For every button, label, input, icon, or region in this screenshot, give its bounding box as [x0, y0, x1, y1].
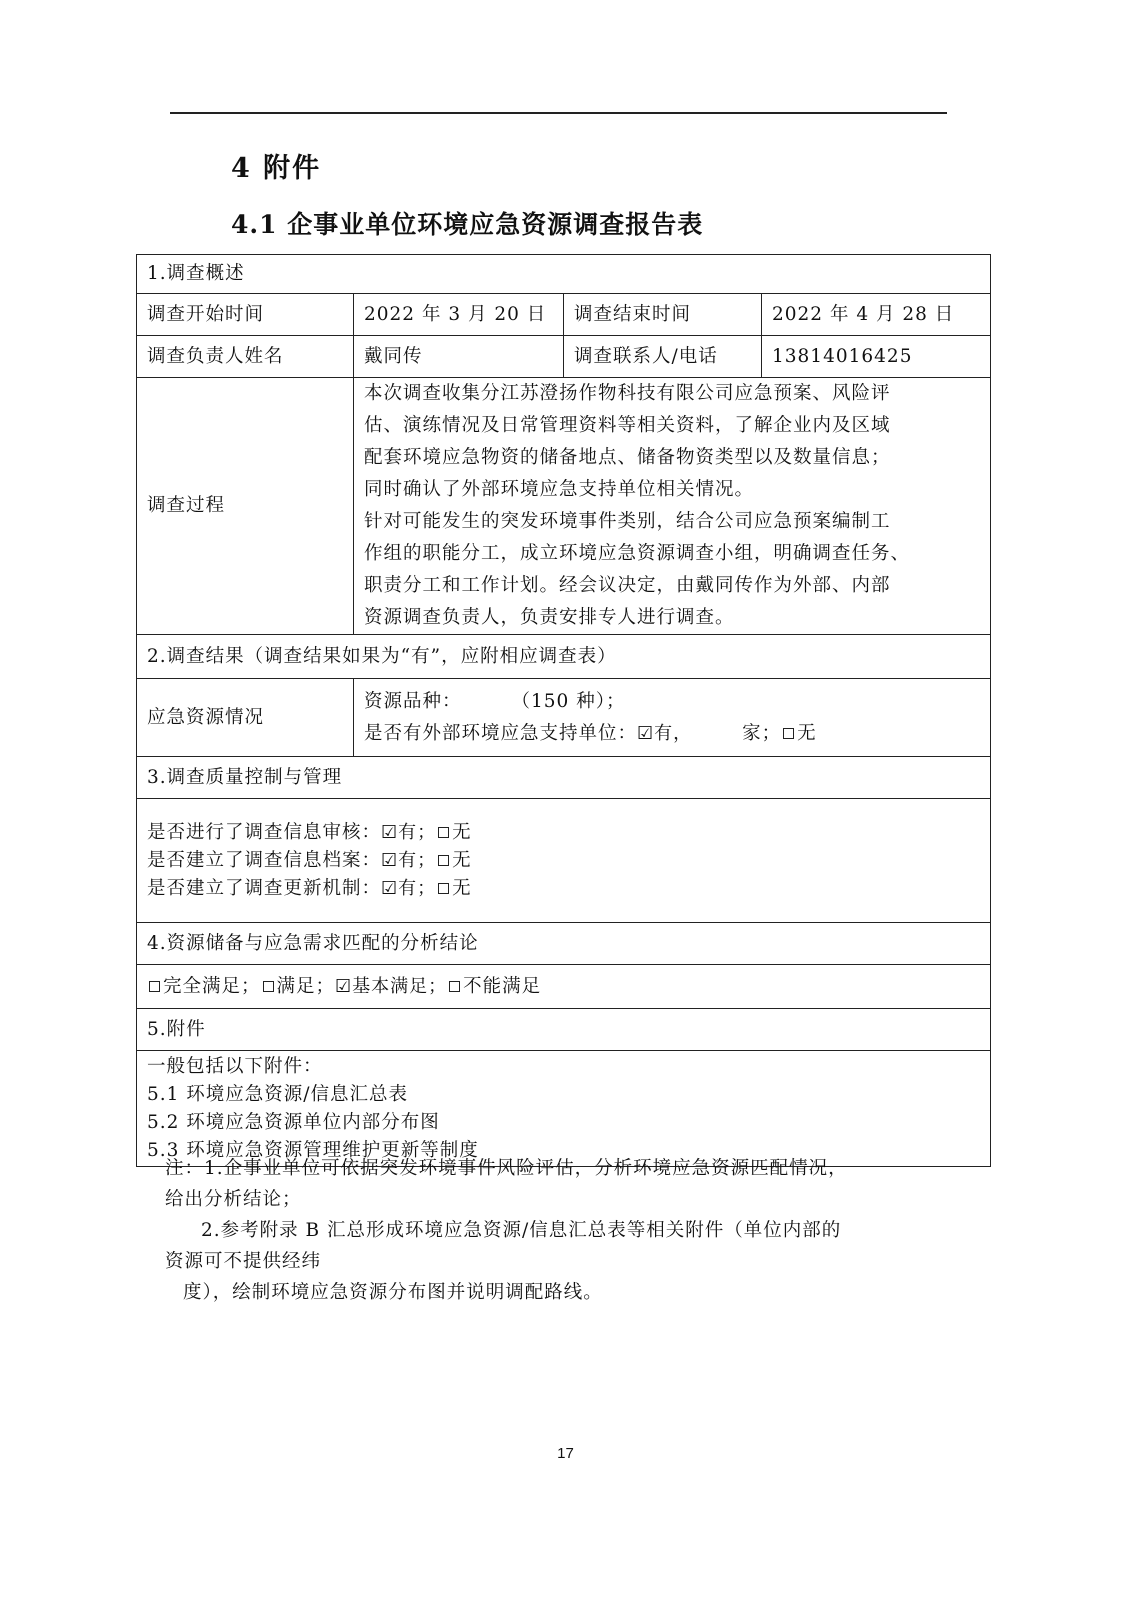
process-line: 职责分工和工作计划。经会议决定，由戴同传作为外部、内部 — [364, 575, 891, 596]
note-line: 注：1.企事业单位可依据突发环境事件风险评估，分析环境应急资源匹配情况， — [165, 1158, 848, 1179]
process-line: 资源调查负责人，负责安排专人进行调查。 — [364, 607, 735, 628]
process-line: 针对可能发生的突发环境事件类别，结合公司应急预案编制工 — [364, 511, 891, 532]
end-time-value: 2022 年 4 月 28 日 — [762, 294, 991, 336]
note-line: 2.参考附录 B 汇总形成环境应急资源/信息汇总表等相关附件（单位内部的 — [201, 1220, 842, 1241]
note-line: 资源可不提供经纬 — [165, 1251, 322, 1272]
contact-value: 13814016425 — [762, 336, 991, 378]
unchecked-box-icon — [438, 883, 449, 894]
owner-label: 调查负责人姓名 — [137, 336, 354, 378]
external-support-yes: ☑有， — [637, 722, 693, 744]
header-rule — [170, 112, 947, 114]
unchecked-box-icon — [783, 728, 794, 739]
section-4-title: 4.资源储备与应急需求匹配的分析结论 — [137, 923, 991, 965]
process-line: 估、演练情况及日常管理资料等相关资料，了解企业内及区域 — [364, 415, 891, 436]
qc-item: 是否建立了调查信息档案：☑有； 无 — [147, 849, 472, 871]
section-5-title: 5.附件 — [137, 1009, 991, 1051]
section-3-title: 3.调查质量控制与管理 — [137, 757, 991, 799]
owner-value: 戴同传 — [354, 336, 564, 378]
start-time-value: 2022 年 3 月 20 日 — [354, 294, 564, 336]
process-line: 本次调查收集分江苏澄扬作物科技有限公司应急预案、风险评 — [364, 383, 891, 404]
process-label: 调查过程 — [137, 378, 354, 635]
qc-item: 是否进行了调查信息审核：☑有； 无 — [147, 821, 472, 843]
process-line: 配套环境应急物资的储备地点、储备物资类型以及数量信息； — [364, 447, 891, 468]
checked-box-yes: ☑有； — [381, 849, 437, 871]
survey-report-table — [136, 254, 991, 1167]
unchecked-box-icon — [449, 981, 460, 992]
attachment-line: 5.3 环境应急资源管理维护更新等制度 — [147, 1139, 479, 1161]
attachments-list — [137, 1051, 991, 1167]
resource-kind-value: （150 种）； — [511, 690, 626, 712]
subsection-heading: 4.1 企事业单位环境应急资源调查报告表 — [231, 210, 704, 239]
unchecked-box-icon — [438, 827, 449, 838]
qc-item: 是否建立了调查更新机制：☑有； 无 — [147, 877, 472, 899]
attachment-line: 一般包括以下附件： — [147, 1055, 323, 1077]
checked-box-yes: ☑有； — [381, 877, 437, 899]
unchecked-box-icon — [263, 981, 274, 992]
page-number: 17 — [557, 1445, 574, 1462]
resource-label: 应急资源情况 — [137, 679, 354, 757]
section-2-title: 2.调查结果（调查结果如果为“有”，应附相应调查表） — [137, 635, 991, 679]
quality-control-list — [137, 799, 991, 923]
attachment-line: 5.2 环境应急资源单位内部分布图 — [147, 1111, 440, 1133]
resource-kind-label: 资源品种： — [364, 690, 462, 712]
match-conclusion-options: 完全满足； 满足；☑基本满足； 不能满足 — [137, 965, 991, 1009]
checked-option: ☑基本满足； — [335, 975, 448, 997]
process-line: 作组的职能分工，成立环境应急资源调查小组，明确调查任务、 — [364, 543, 911, 564]
section-heading: 4 附件 — [231, 153, 322, 184]
external-support-label: 是否有外部环境应急支持单位： — [364, 722, 638, 744]
unchecked-box-icon — [149, 981, 160, 992]
external-support-no: 无 — [797, 722, 817, 744]
external-support-count-unit: 家； — [742, 722, 782, 744]
note-line: 度），绘制环境应急资源分布图并说明调配路线。 — [183, 1282, 603, 1303]
attachment-line: 5.1 环境应急资源/信息汇总表 — [147, 1083, 409, 1105]
resource-value — [354, 679, 991, 757]
start-time-label: 调查开始时间 — [137, 294, 354, 336]
checked-box-yes: ☑有； — [381, 821, 437, 843]
contact-label: 调查联系人/电话 — [564, 336, 762, 378]
process-line: 同时确认了外部环境应急支持单位相关情况。 — [364, 479, 755, 500]
note-line: 给出分析结论； — [165, 1189, 302, 1210]
unchecked-box-icon — [438, 855, 449, 866]
process-text — [354, 378, 991, 635]
section-1-title: 1.调查概述 — [137, 255, 991, 294]
end-time-label: 调查结束时间 — [564, 294, 762, 336]
table-notes — [165, 1153, 955, 1308]
